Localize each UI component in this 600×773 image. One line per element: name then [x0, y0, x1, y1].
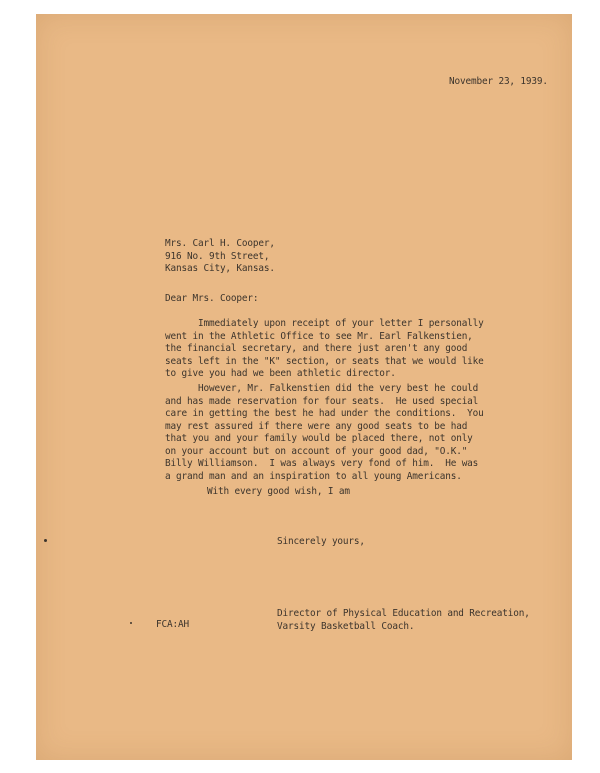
address-line: Kansas City, Kansas.	[165, 263, 275, 274]
paragraph-line: on your account but on account of your good dad, "O.K."	[165, 445, 468, 457]
paragraph-2	[165, 383, 484, 483]
paragraph-line: seats left in the "K" section, or seats that we would like	[165, 355, 484, 367]
paragraph-1	[165, 318, 484, 381]
paragraph-line: a grand man and an inspiration to all young Americans.	[165, 470, 462, 482]
signature-block	[277, 608, 530, 633]
signature-line: Director of Physical Education and Recreation,	[277, 608, 530, 619]
paragraph-line: the financial secretary, and there just aren't any good	[165, 343, 468, 354]
reference-initials: FCA:AH	[156, 619, 189, 630]
paragraph-line: and has made reservation for four seats. He used special	[165, 395, 479, 407]
letter-date: November 23, 1939.	[449, 76, 548, 87]
salutation: Dear Mrs. Cooper:	[165, 293, 259, 304]
paragraph-line: Immediately upon receipt of your letter I personally	[165, 318, 484, 329]
paragraph-line: that you and your family would be placed there, not only	[165, 433, 473, 444]
paragraph-line: However, Mr. Falkenstien did the very best he could	[165, 383, 479, 394]
closing-wishes: With every good wish, I am	[207, 486, 350, 497]
paragraph-line: Billy Williamson. I was always very fond of him. He was	[165, 458, 479, 469]
letter-page	[36, 14, 572, 760]
paragraph-line: went in the Athletic Office to see Mr. Earl Falkenstien,	[165, 330, 473, 342]
paragraph-line: care in getting the best he had under the conditions. You	[165, 408, 484, 419]
address-line: 916 No. 9th Street,	[165, 250, 270, 262]
paragraph-line: may rest assured if there were any good seats to be had	[165, 420, 468, 432]
complimentary-close: Sincerely yours,	[277, 536, 365, 547]
paper-speck	[130, 622, 132, 624]
recipient-address	[165, 238, 275, 276]
address-line: Mrs. Carl H. Cooper,	[165, 238, 275, 249]
paper-speck	[44, 539, 47, 542]
paragraph-line: to give you had we been athletic director.	[165, 368, 396, 379]
signature-line: Varsity Basketball Coach.	[277, 620, 415, 632]
